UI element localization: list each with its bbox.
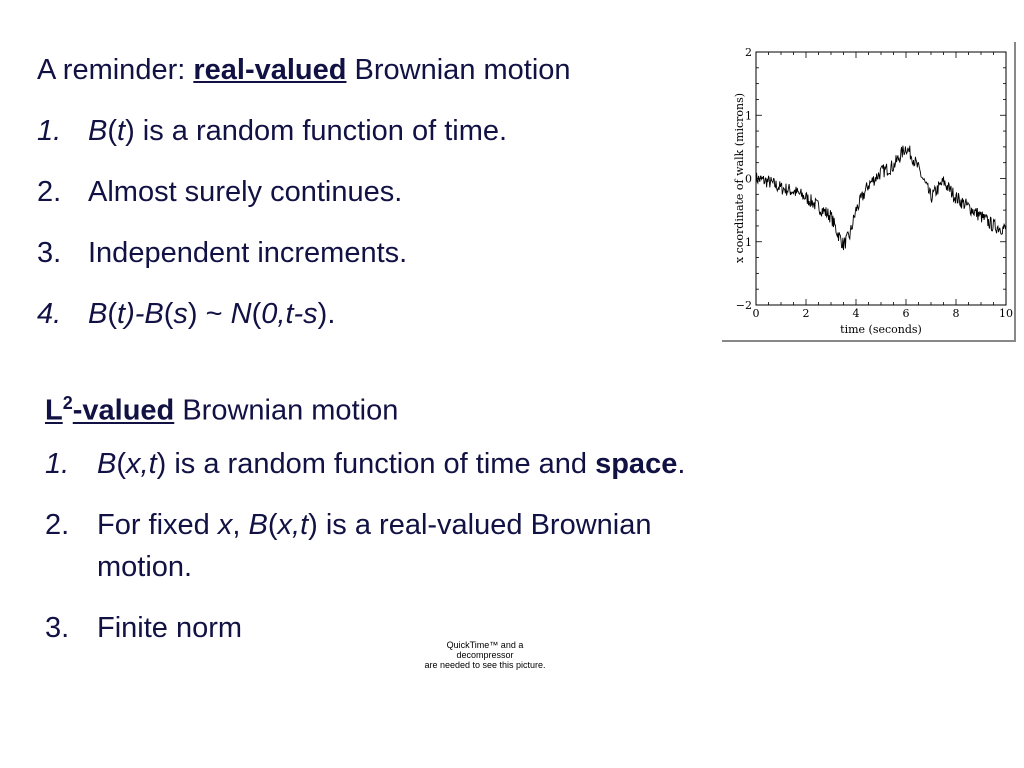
item-text — [88, 297, 335, 331]
symbol-args: 0,t-s — [261, 298, 318, 330]
chart-background — [722, 42, 1016, 342]
quicktime-line: decompressor — [456, 650, 514, 660]
item-text — [97, 508, 651, 542]
item-number: 4. — [37, 298, 62, 330]
heading-l: L — [45, 394, 63, 427]
heading-suffix: Brownian motion — [346, 54, 571, 86]
text-paren: ( — [107, 115, 118, 147]
x-tick-label: 6 — [902, 307, 910, 320]
symbol-b: B — [248, 509, 268, 541]
symbol-t: t — [117, 298, 126, 330]
y-axis-title: x coordinate of walk (microns) — [733, 92, 746, 264]
heading-prefix: A reminder: — [37, 54, 194, 86]
text-period: . — [677, 448, 686, 480]
text-paren: ( — [116, 448, 127, 480]
brownian-motion-chart — [722, 42, 1016, 342]
text-close: ). — [317, 298, 336, 330]
text-rest: ) is a random function of time and — [156, 448, 596, 480]
x-tick-label: 4 — [852, 307, 860, 320]
heading-superscript: 2 — [62, 393, 73, 413]
symbol-b: B — [144, 298, 164, 330]
text-minus: )- — [125, 298, 145, 330]
item-text: Finite norm — [97, 612, 243, 644]
text-comma: , — [232, 509, 249, 541]
x-tick-label: 2 — [802, 307, 810, 320]
x-tick-label: 0 — [752, 307, 760, 320]
text-space: space — [595, 448, 678, 480]
x-tick-label: 10 — [999, 307, 1013, 320]
text-tilde: ) ~ — [187, 298, 231, 330]
item-text: Independent increments. — [88, 237, 408, 269]
text-rest: ) is a random function of time. — [125, 115, 508, 147]
symbol-args: x,t — [126, 448, 157, 480]
item-text — [88, 114, 507, 148]
y-tick-label: 2 — [745, 46, 752, 59]
heading-suffix: Brownian motion — [174, 394, 399, 427]
text-paren: ( — [267, 509, 278, 541]
item-number: 1. — [45, 448, 70, 480]
y-tick-label: 1 — [745, 109, 752, 123]
quicktime-placeholder — [400, 640, 570, 670]
symbol-x: x — [217, 509, 233, 541]
text-paren: ( — [163, 298, 174, 330]
text-paren: ( — [107, 298, 118, 330]
x-tick-label: 8 — [952, 307, 960, 320]
item-number: 3. — [45, 612, 70, 644]
section2-heading — [45, 386, 398, 428]
y-tick-label: 0 — [745, 172, 752, 186]
item-text: Almost surely continues. — [88, 176, 403, 208]
y-tick-label: 1 — [745, 235, 752, 249]
item-number: 1. — [37, 115, 62, 147]
symbol-b: B — [88, 115, 108, 147]
symbol-b: B — [88, 298, 108, 330]
text-paren: ( — [251, 298, 262, 330]
x-axis-title: time (seconds) — [840, 323, 922, 336]
heading-emphasis: -valued — [72, 394, 175, 427]
symbol-s: s — [173, 298, 188, 330]
symbol-args: x,t — [277, 509, 309, 541]
item-number: 2. — [45, 509, 70, 541]
text-prefix: For fixed — [97, 509, 218, 541]
symbol-n: N — [230, 298, 252, 330]
item-number: 2. — [37, 176, 62, 208]
item-number: 3. — [37, 237, 62, 269]
symbol-t: t — [117, 115, 126, 147]
quicktime-line: are needed to see this picture. — [424, 660, 546, 670]
symbol-b: B — [97, 448, 117, 480]
section1-heading — [37, 53, 571, 87]
heading-emphasis: real-valued — [193, 54, 347, 86]
item-text — [97, 447, 685, 481]
y-tick-label: −2 — [735, 299, 752, 312]
item-text-continued: motion. — [97, 551, 193, 583]
quicktime-line: QuickTime™ and a — [446, 640, 524, 650]
text-rest: ) is a real-valued Brownian — [308, 509, 652, 541]
